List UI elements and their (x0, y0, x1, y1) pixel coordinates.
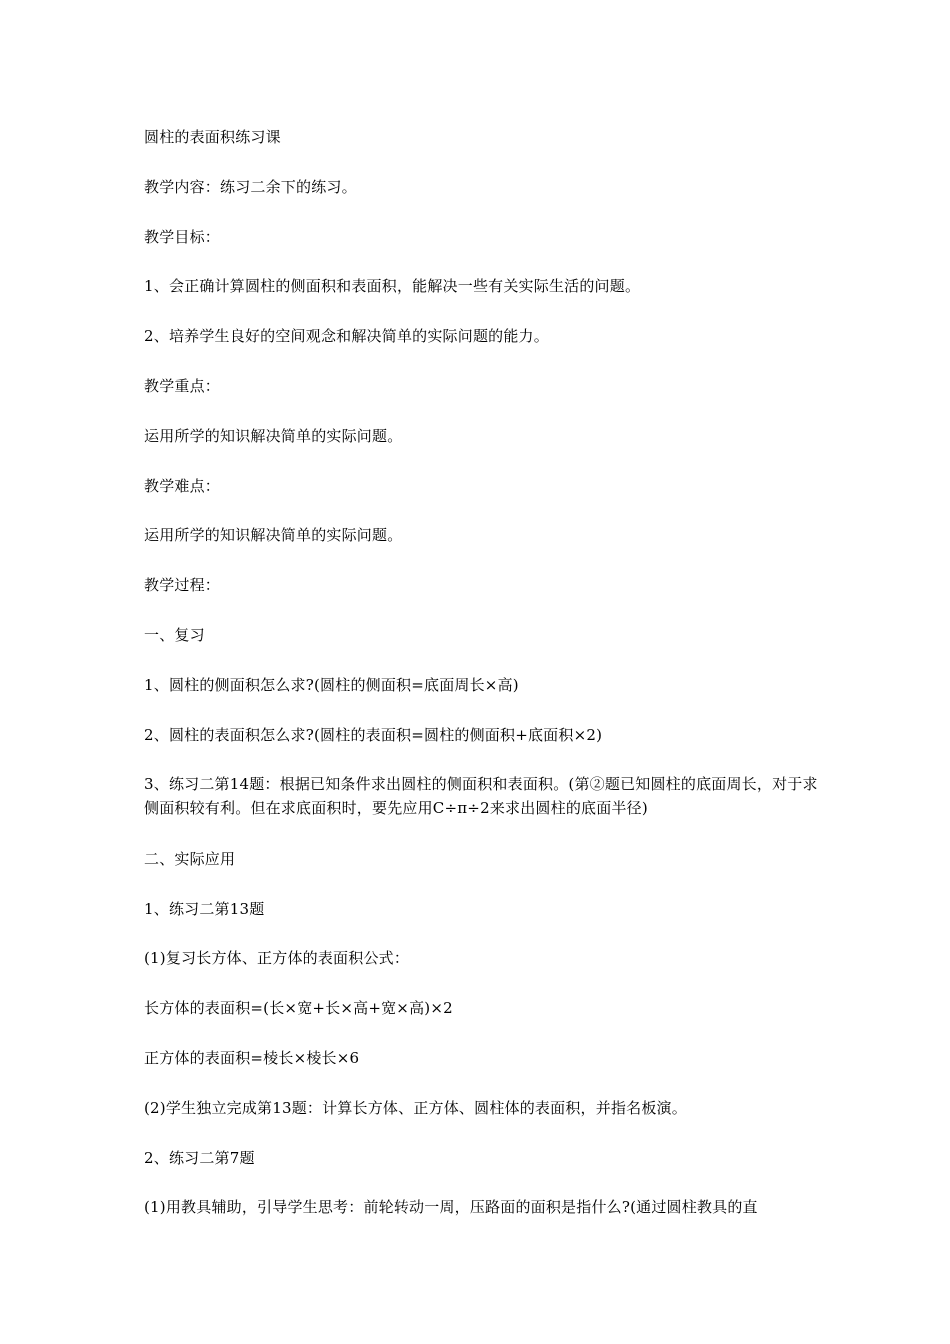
paragraph: 教学重点： (144, 377, 221, 395)
section-heading: 二、实际应用 (144, 850, 236, 868)
paragraph: (2)学生独立完成第13题：计算长方体、正方体、圆柱体的表面积，并指名板演。 (144, 1099, 687, 1117)
document-title: 圆柱的表面积练习课 (144, 128, 281, 146)
paragraph: 运用所学的知识解决简单的实际问题。 (144, 526, 403, 544)
paragraph: 教学过程： (144, 576, 221, 594)
paragraph: 1、圆柱的侧面积怎么求?(圆柱的侧面积=底面周长×高) (144, 676, 519, 694)
paragraph: 1、会正确计算圆柱的侧面积和表面积，能解决一些有关实际生活的问题。 (144, 277, 641, 295)
paragraph: 1、练习二第13题 (144, 900, 265, 918)
paragraph: 2、培养学生良好的空间观念和解决简单的实际问题的能力。 (144, 327, 549, 345)
paragraph: 运用所学的知识解决简单的实际问题。 (144, 427, 403, 445)
paragraph: 2、圆柱的表面积怎么求?(圆柱的表面积=圆柱的侧面积+底面积×2) (144, 726, 603, 744)
formula: 正方体的表面积=棱长×棱长×6 (144, 1049, 360, 1067)
paragraph: (1)复习长方体、正方体的表面积公式： (144, 949, 410, 967)
section-heading: 一、复习 (144, 626, 205, 644)
formula: 长方体的表面积=(长×宽+长×高+宽×高)×2 (144, 999, 453, 1017)
paragraph: 教学难点： (144, 477, 221, 495)
paragraph: 2、练习二第7题 (144, 1149, 255, 1167)
paragraph: 教学目标： (144, 228, 221, 246)
paragraph: 3、练习二第14题：根据已知条件求出圆柱的侧面积和表面积。(第②题已知圆柱的底面周长，对于求侧面积较有利。但在求底面积时，要先应用C÷π÷2来求出圆柱的底面半径) (144, 775, 818, 817)
paragraph: (1)用教具辅助，引导学生思考：前轮转动一周，压路面的面积是指什么?(通过圆柱教具的直 (144, 1198, 758, 1216)
paragraph: 教学内容：练习二余下的练习。 (144, 178, 357, 196)
